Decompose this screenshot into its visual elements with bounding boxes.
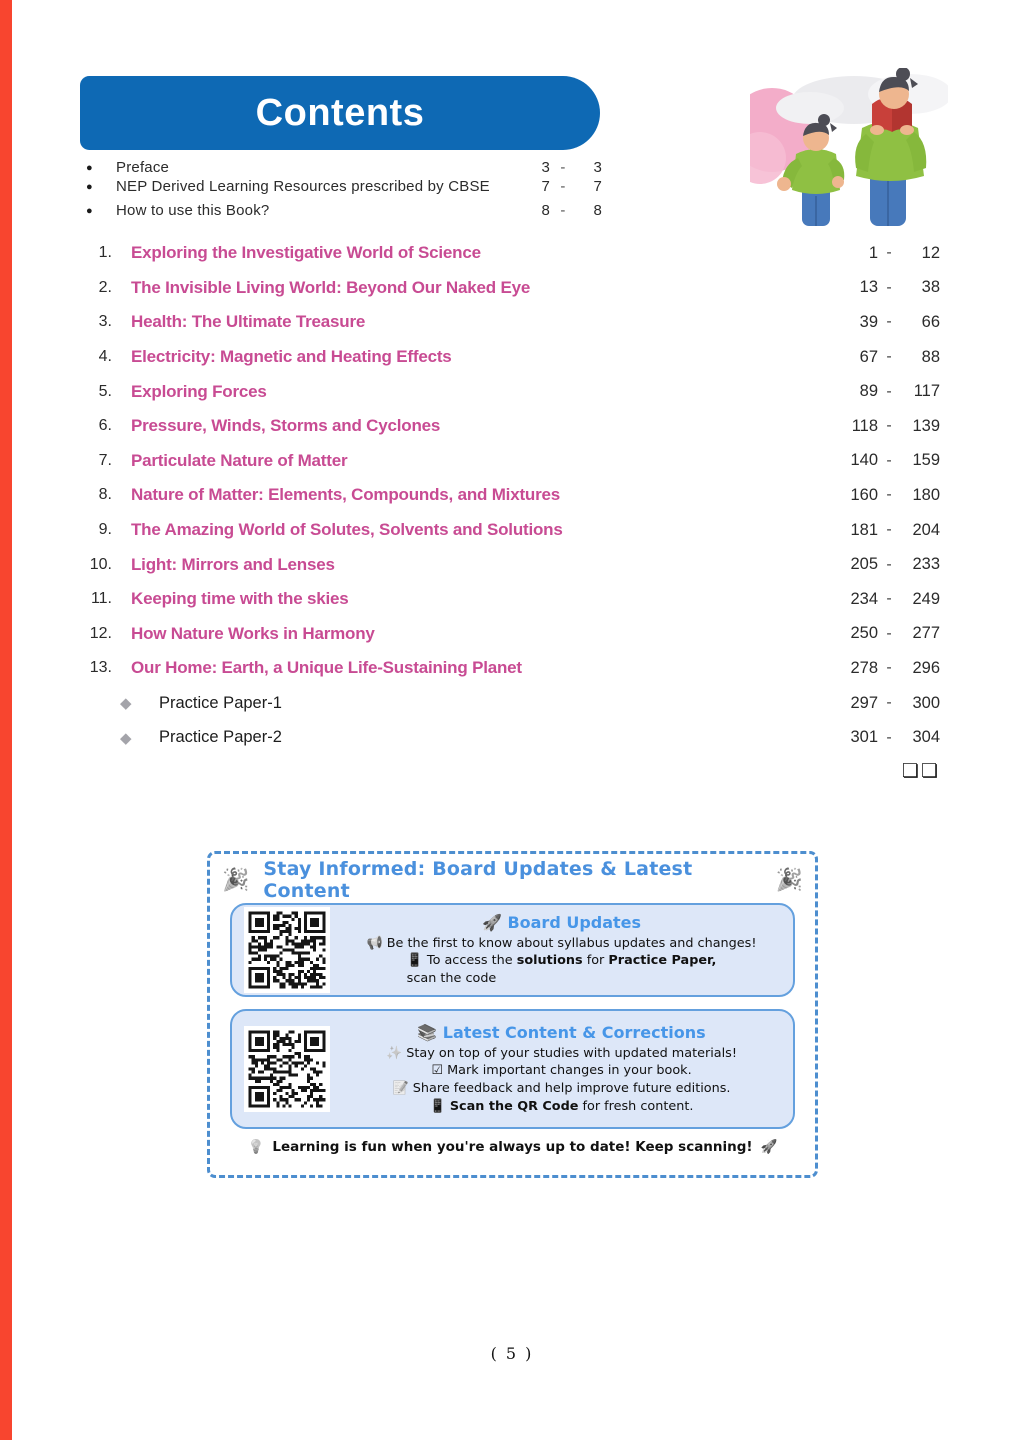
chapter-number: 6. [98, 417, 112, 435]
page-to: 159 [912, 451, 940, 470]
page-to: 66 [921, 312, 940, 331]
page-to: 180 [912, 485, 940, 504]
footer-text: Learning is fun when you're always up to date! Keep scanning! [272, 1139, 753, 1155]
page-dash: - [886, 555, 892, 573]
page-dash: - [886, 313, 892, 331]
page-to: 300 [912, 693, 940, 712]
front-matter-list [86, 158, 602, 220]
chapter-row [84, 409, 940, 444]
page-from: 234 [850, 589, 878, 608]
stay-informed-title: Stay Informed: Board Updates & Latest Content [263, 858, 693, 902]
rocket-icon: 🚀 [760, 1139, 778, 1155]
latest-content-content [342, 1023, 781, 1116]
memo-icon: 📝 [392, 1081, 409, 1096]
chapter-title: Our Home: Earth, a Unique Life-Sustaining Planet [131, 658, 522, 678]
page-to: 139 [912, 416, 940, 435]
page-dash: - [886, 521, 892, 539]
card-line-text: Be the first to know about syllabus updates and changes! [386, 935, 757, 951]
books-icon: 📚 [417, 1022, 438, 1042]
chapter-number: 12. [89, 624, 112, 642]
page-to: 277 [912, 624, 940, 643]
chapter-number: 5. [98, 382, 112, 400]
page-from: 1 [868, 243, 878, 262]
page-to: 3 [593, 159, 602, 176]
edge-bleed-strip [0, 0, 12, 1440]
front-matter-row [86, 158, 602, 177]
page-from: 7 [541, 178, 550, 195]
chapter-title: Light: Mirrors and Lenses [131, 554, 335, 574]
chapter-title: Health: The Ultimate Treasure [131, 312, 366, 332]
page-dash: - [886, 590, 892, 608]
page-dash: - [886, 417, 892, 435]
practice-paper-title: Practice Paper-2 [159, 728, 282, 747]
card-line-text: for fresh content. [578, 1098, 694, 1114]
party-popper-icon: 🎉 [775, 867, 803, 893]
front-matter-label: Preface [116, 159, 170, 176]
page-number: ( 5 ) [490, 1344, 534, 1363]
page-from: 301 [850, 728, 878, 747]
card-line [342, 1062, 781, 1080]
page-from: 297 [850, 693, 878, 712]
chapter-row [84, 374, 940, 409]
chapter-row [84, 617, 940, 652]
page-dash: - [886, 382, 892, 400]
front-matter-label: How to use this Book? [116, 202, 270, 219]
page-from: 205 [850, 555, 878, 574]
chapter-number: 2. [98, 278, 112, 296]
page-to: 38 [921, 278, 940, 297]
phone-scan-icon: 📱 [429, 1098, 446, 1114]
card-line-text: scan the code [406, 970, 497, 986]
page-dash: - [886, 244, 892, 262]
card-line [342, 952, 781, 987]
contents-banner [80, 76, 600, 150]
party-popper-icon: 🎉 [222, 867, 250, 893]
page-to: 233 [912, 555, 940, 574]
card-line-text: To access the [426, 953, 517, 969]
megaphone-icon: 📢 [366, 935, 383, 951]
chapter-title: The Amazing World of Solutes, Solvents and Solutions [131, 520, 563, 540]
diamond-bullet-icon: ◆ [120, 729, 132, 747]
front-matter-label: NEP Derived Learning Resources prescribed by CBSE [116, 178, 490, 195]
page-from: 118 [851, 416, 878, 435]
chapter-row [84, 236, 940, 271]
chapter-number: 8. [98, 486, 112, 504]
practice-paper-row [84, 686, 940, 721]
diamond-bullet-icon: ◆ [120, 695, 132, 713]
page-to: 204 [912, 520, 940, 539]
page-from: 89 [859, 382, 878, 401]
page-from: 39 [859, 312, 878, 331]
chapter-title: The Invisible Living World: Beyond Our Naked Eye [131, 277, 531, 297]
chapter-title: Keeping time with the skies [131, 589, 349, 609]
page-to: 249 [912, 589, 940, 608]
end-marker: ❏❏ [901, 761, 940, 783]
qr-code [244, 907, 330, 993]
chapter-title: How Nature Works in Harmony [131, 623, 375, 643]
page-dash: - [886, 278, 892, 296]
page-dash: - [886, 624, 892, 642]
page-from: 278 [850, 658, 878, 677]
chapter-title: Nature of Matter: Elements, Compounds, and Mixtures [131, 485, 561, 505]
latest-content-card [230, 1009, 795, 1129]
chapter-row [84, 582, 940, 617]
chapter-title: Particulate Nature of Matter [131, 450, 348, 470]
bullet-icon: ● [86, 161, 93, 174]
practice-paper-row [84, 720, 940, 755]
page-dash: - [886, 348, 892, 366]
chapter-number: 4. [98, 348, 112, 366]
page-to: 304 [912, 728, 940, 747]
chapter-number: 13. [89, 659, 112, 677]
chapter-row [84, 271, 940, 306]
board-updates-card [230, 903, 795, 997]
page-from: 140 [850, 451, 878, 470]
stay-informed-header [222, 858, 803, 902]
phone-scan-icon: 📱 [406, 953, 423, 969]
page-dash: - [886, 451, 892, 469]
card-line-bold: Scan the QR Code [449, 1098, 579, 1114]
page-from: 160 [850, 485, 878, 504]
page-from: 67 [859, 347, 878, 366]
sparkles-icon: ✨ [386, 1045, 403, 1061]
card-line-bold: solutions [516, 953, 583, 969]
chapter-row [84, 547, 940, 582]
card-heading-text: Latest Content & Corrections [442, 1022, 706, 1042]
page-to: 12 [921, 243, 940, 262]
board-updates-content [342, 913, 781, 988]
chapter-title: Exploring the Investigative World of Science [131, 243, 481, 263]
chapter-title: Exploring Forces [131, 381, 267, 401]
card-line-text: Share feedback and help improve future editions. [412, 1081, 731, 1096]
chapter-row [84, 305, 940, 340]
page-from: 181 [850, 520, 878, 539]
page-from: 3 [541, 159, 550, 176]
chapter-number: 11. [90, 590, 112, 608]
page-dash: - [886, 694, 892, 712]
page-to: 88 [921, 347, 940, 366]
chapter-number: 9. [98, 521, 112, 539]
chapter-row [84, 340, 940, 375]
page-dash: - [886, 486, 892, 504]
bullet-icon: ● [86, 180, 93, 193]
page-dash: - [560, 178, 566, 195]
chapter-number: 7. [98, 451, 112, 469]
card-heading-text: Board Updates [507, 912, 642, 932]
stay-informed-box [207, 851, 818, 1178]
card-line-text: Mark important changes in your book. [447, 1063, 692, 1079]
card-line [342, 935, 781, 953]
checkbox-icon: ☑ [431, 1063, 443, 1079]
page-to: 7 [593, 178, 602, 195]
practice-paper-title: Practice Paper-1 [159, 693, 282, 712]
chapter-row [84, 478, 940, 513]
card-line-text: for [582, 953, 609, 969]
readers-illustration [750, 68, 948, 226]
page-to: 8 [593, 202, 602, 219]
chapter-row [84, 444, 940, 479]
chapter-list [84, 236, 940, 789]
page-dash: - [886, 728, 892, 746]
lightbulb-icon: 💡 [247, 1139, 265, 1155]
chapter-number: 3. [98, 313, 112, 331]
page-dash: - [886, 659, 892, 677]
page-dash: - [560, 202, 566, 219]
page-title: Contents [255, 91, 425, 134]
page-to: 117 [913, 382, 940, 401]
chapter-row [84, 513, 940, 548]
chapter-title: Pressure, Winds, Storms and Cyclones [131, 416, 441, 436]
chapter-title: Electricity: Magnetic and Heating Effects [131, 347, 452, 367]
page-from: 250 [850, 624, 878, 643]
chapter-row [84, 651, 940, 686]
page-dash: - [560, 159, 566, 176]
stay-informed-footer [222, 1139, 803, 1155]
card-line [342, 1080, 781, 1098]
page-from: 8 [541, 202, 550, 219]
page-from: 13 [859, 278, 878, 297]
bullet-icon: ● [86, 204, 93, 217]
card-line-text: Stay on top of your studies with updated materials! [406, 1045, 737, 1061]
chapter-number: 10. [89, 555, 112, 573]
front-matter-row [86, 201, 602, 220]
readers-illustration-svg [750, 68, 948, 226]
page-to: 296 [912, 658, 940, 677]
qr-code [244, 1026, 330, 1112]
chapter-number: 1. [98, 244, 112, 262]
rocket-icon: 🚀 [481, 912, 502, 932]
card-line [342, 1045, 781, 1063]
card-line-bold: Practice Paper, [608, 953, 717, 969]
card-line [342, 1098, 781, 1116]
front-matter-row [86, 177, 602, 196]
